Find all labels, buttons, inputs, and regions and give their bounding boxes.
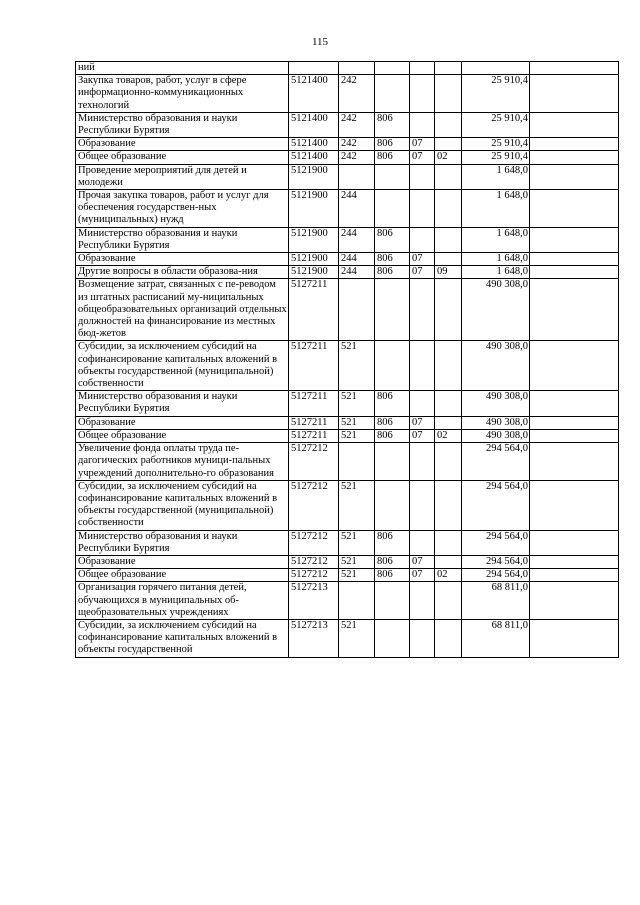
target-code-cell: 5127212: [289, 530, 339, 555]
expense-type-cell: 521: [339, 530, 375, 555]
section-cell: [410, 164, 435, 189]
expense-type-cell: [339, 443, 375, 481]
target-code-cell: 5127211: [289, 279, 339, 341]
row-name-cell: Министерство образования и науки Республики Бурятия: [76, 112, 289, 137]
row-name-cell: Прочая закупка товаров, работ и услуг для обеспечения государствен-ных (муниципальных) нужд: [76, 190, 289, 228]
blank-cell: [530, 429, 619, 442]
row-name-cell: Общее образование: [76, 151, 289, 164]
expense-type-cell: 244: [339, 190, 375, 228]
subsection-cell: [435, 555, 462, 568]
ministry-code-cell: 806: [375, 391, 410, 416]
row-name-cell: ний: [76, 62, 289, 75]
section-cell: 07: [410, 266, 435, 279]
subsection-cell: [435, 530, 462, 555]
amount-cell: 25 910,4: [462, 151, 530, 164]
blank-cell: [530, 227, 619, 252]
subsection-cell: 02: [435, 569, 462, 582]
ministry-code-cell: [375, 190, 410, 228]
row-name-cell: Закупка товаров, работ, услуг в сфере информационно-коммуникационных технологий: [76, 75, 289, 113]
amount-cell: 1 648,0: [462, 266, 530, 279]
amount-cell: 490 308,0: [462, 279, 530, 341]
row-name-cell: Увеличение фонда оплаты труда пе-дагогических работников муници-пальных учреждений дополнительно-го образования: [76, 443, 289, 481]
subsection-cell: [435, 391, 462, 416]
ministry-code-cell: 806: [375, 151, 410, 164]
amount-cell: 294 564,0: [462, 555, 530, 568]
section-cell: [410, 341, 435, 391]
section-cell: [410, 279, 435, 341]
section-cell: [410, 619, 435, 657]
section-cell: [410, 391, 435, 416]
table-row: [76, 62, 619, 75]
subsection-cell: [435, 227, 462, 252]
blank-cell: [530, 582, 619, 620]
row-name-cell: Субсидии, за исключением субсидий на софинансирование капитальных вложений в объекты государственной: [76, 619, 289, 657]
subsection-cell: [435, 279, 462, 341]
section-cell: [410, 582, 435, 620]
subsection-cell: [435, 480, 462, 530]
target-code-cell: 5121400: [289, 138, 339, 151]
expense-type-cell: 242: [339, 151, 375, 164]
blank-cell: [530, 266, 619, 279]
target-code-cell: 5121400: [289, 151, 339, 164]
table-row: [76, 582, 619, 620]
target-code-cell: 5127211: [289, 429, 339, 442]
amount-cell: 294 564,0: [462, 480, 530, 530]
subsection-cell: [435, 253, 462, 266]
subsection-cell: 02: [435, 151, 462, 164]
subsection-cell: [435, 619, 462, 657]
expense-type-cell: 521: [339, 480, 375, 530]
row-name-cell: Организация горячего питания детей, обучающихся в муниципальных об-щеобразовательных учреждениях: [76, 582, 289, 620]
expense-type-cell: [339, 279, 375, 341]
blank-cell: [530, 480, 619, 530]
expense-type-cell: 521: [339, 429, 375, 442]
ministry-code-cell: [375, 443, 410, 481]
row-name-cell: Субсидии, за исключением субсидий на софинансирование капитальных вложений в объекты государственной (муниципальной) собственности: [76, 341, 289, 391]
section-cell: 07: [410, 429, 435, 442]
blank-cell: [530, 443, 619, 481]
row-name-cell: Министерство образования и науки Республики Бурятия: [76, 530, 289, 555]
section-cell: [410, 190, 435, 228]
subsection-cell: [435, 416, 462, 429]
expense-type-cell: 521: [339, 569, 375, 582]
table-row: [76, 164, 619, 189]
section-cell: 07: [410, 151, 435, 164]
amount-cell: 1 648,0: [462, 227, 530, 252]
blank-cell: [530, 62, 619, 75]
subsection-cell: [435, 190, 462, 228]
section-cell: 07: [410, 555, 435, 568]
subsection-cell: [435, 443, 462, 481]
amount-cell: [462, 62, 530, 75]
row-name-cell: Проведение мероприятий для детей и молодежи: [76, 164, 289, 189]
table-row: [76, 266, 619, 279]
expense-type-cell: 521: [339, 619, 375, 657]
section-cell: 07: [410, 569, 435, 582]
blank-cell: [530, 190, 619, 228]
target-code-cell: 5121900: [289, 164, 339, 189]
ministry-code-cell: [375, 619, 410, 657]
ministry-code-cell: 806: [375, 227, 410, 252]
expense-type-cell: 242: [339, 75, 375, 113]
blank-cell: [530, 138, 619, 151]
ministry-code-cell: 806: [375, 138, 410, 151]
table-row: [76, 391, 619, 416]
section-cell: 07: [410, 416, 435, 429]
target-code-cell: 5127212: [289, 569, 339, 582]
table-row: [76, 279, 619, 341]
subsection-cell: [435, 582, 462, 620]
ministry-code-cell: [375, 62, 410, 75]
table-row: [76, 190, 619, 228]
target-code-cell: [289, 62, 339, 75]
section-cell: [410, 480, 435, 530]
ministry-code-cell: 806: [375, 266, 410, 279]
amount-cell: 490 308,0: [462, 416, 530, 429]
page-number: 115: [311, 36, 329, 48]
subsection-cell: [435, 341, 462, 391]
ministry-code-cell: 806: [375, 555, 410, 568]
amount-cell: 1 648,0: [462, 253, 530, 266]
row-name-cell: Образование: [76, 416, 289, 429]
blank-cell: [530, 619, 619, 657]
section-cell: 07: [410, 253, 435, 266]
ministry-code-cell: [375, 480, 410, 530]
ministry-code-cell: [375, 75, 410, 113]
expense-type-cell: [339, 164, 375, 189]
target-code-cell: 5121900: [289, 253, 339, 266]
blank-cell: [530, 391, 619, 416]
row-name-cell: Общее образование: [76, 569, 289, 582]
subsection-cell: 09: [435, 266, 462, 279]
target-code-cell: 5121400: [289, 112, 339, 137]
ministry-code-cell: 806: [375, 112, 410, 137]
section-cell: 07: [410, 138, 435, 151]
expense-type-cell: [339, 582, 375, 620]
expense-type-cell: 521: [339, 555, 375, 568]
ministry-code-cell: 806: [375, 253, 410, 266]
amount-cell: 294 564,0: [462, 530, 530, 555]
subsection-cell: [435, 75, 462, 113]
target-code-cell: 5121400: [289, 75, 339, 113]
row-name-cell: Министерство образования и науки Республики Бурятия: [76, 227, 289, 252]
table-row: [76, 443, 619, 481]
section-cell: [410, 530, 435, 555]
expense-type-cell: 242: [339, 112, 375, 137]
subsection-cell: [435, 164, 462, 189]
ministry-code-cell: 806: [375, 429, 410, 442]
table-row: [76, 530, 619, 555]
blank-cell: [530, 555, 619, 568]
ministry-code-cell: [375, 341, 410, 391]
blank-cell: [530, 530, 619, 555]
blank-cell: [530, 164, 619, 189]
section-cell: [410, 62, 435, 75]
table-row: [76, 253, 619, 266]
ministry-code-cell: [375, 279, 410, 341]
blank-cell: [530, 75, 619, 113]
amount-cell: 25 910,4: [462, 75, 530, 113]
amount-cell: 490 308,0: [462, 391, 530, 416]
table-row: [76, 138, 619, 151]
table-row: [76, 112, 619, 137]
target-code-cell: 5121900: [289, 266, 339, 279]
table-row: [76, 416, 619, 429]
ministry-code-cell: 806: [375, 416, 410, 429]
expense-type-cell: 521: [339, 341, 375, 391]
blank-cell: [530, 151, 619, 164]
subsection-cell: [435, 112, 462, 137]
section-cell: [410, 443, 435, 481]
target-code-cell: 5121900: [289, 190, 339, 228]
amount-cell: 490 308,0: [462, 429, 530, 442]
target-code-cell: 5121900: [289, 227, 339, 252]
target-code-cell: 5127211: [289, 416, 339, 429]
row-name-cell: Субсидии, за исключением субсидий на софинансирование капитальных вложений в объекты государственной (муниципальной) собственности: [76, 480, 289, 530]
target-code-cell: 5127212: [289, 480, 339, 530]
expense-type-cell: 244: [339, 227, 375, 252]
table-row: [76, 429, 619, 442]
target-code-cell: 5127212: [289, 555, 339, 568]
budget-table: [75, 61, 619, 658]
target-code-cell: 5127213: [289, 582, 339, 620]
amount-cell: 1 648,0: [462, 190, 530, 228]
ministry-code-cell: 806: [375, 530, 410, 555]
table-row: [76, 480, 619, 530]
expense-type-cell: 244: [339, 253, 375, 266]
expense-type-cell: [339, 62, 375, 75]
row-name-cell: Образование: [76, 253, 289, 266]
row-name-cell: Образование: [76, 555, 289, 568]
row-name-cell: Общее образование: [76, 429, 289, 442]
target-code-cell: 5127211: [289, 341, 339, 391]
expense-type-cell: 521: [339, 416, 375, 429]
amount-cell: 25 910,4: [462, 138, 530, 151]
ministry-code-cell: 806: [375, 569, 410, 582]
amount-cell: 294 564,0: [462, 443, 530, 481]
table-row: [76, 341, 619, 391]
ministry-code-cell: [375, 164, 410, 189]
table-row: [76, 619, 619, 657]
subsection-cell: [435, 138, 462, 151]
row-name-cell: Возмещение затрат, связанных с пе-реводом из штатных расписаний му-ниципальных общеобразовательных организаций отдельных должностей на финансирование из местных бюд-жетов: [76, 279, 289, 341]
expense-type-cell: 242: [339, 138, 375, 151]
amount-cell: 1 648,0: [462, 164, 530, 189]
expense-type-cell: 521: [339, 391, 375, 416]
amount-cell: 68 811,0: [462, 619, 530, 657]
section-cell: [410, 112, 435, 137]
target-code-cell: 5127211: [289, 391, 339, 416]
blank-cell: [530, 569, 619, 582]
target-code-cell: 5127212: [289, 443, 339, 481]
blank-cell: [530, 416, 619, 429]
target-code-cell: 5127213: [289, 619, 339, 657]
row-name-cell: Образование: [76, 138, 289, 151]
section-cell: [410, 75, 435, 113]
subsection-cell: [435, 62, 462, 75]
blank-cell: [530, 253, 619, 266]
ministry-code-cell: [375, 582, 410, 620]
table-row: [76, 569, 619, 582]
blank-cell: [530, 341, 619, 391]
blank-cell: [530, 112, 619, 137]
table-row: [76, 227, 619, 252]
amount-cell: 294 564,0: [462, 569, 530, 582]
budget-table-body: [76, 62, 619, 658]
amount-cell: 68 811,0: [462, 582, 530, 620]
subsection-cell: 02: [435, 429, 462, 442]
section-cell: [410, 227, 435, 252]
table-row: [76, 151, 619, 164]
blank-cell: [530, 279, 619, 341]
table-row: [76, 75, 619, 113]
table-row: [76, 555, 619, 568]
amount-cell: 25 910,4: [462, 112, 530, 137]
expense-type-cell: 244: [339, 266, 375, 279]
row-name-cell: Министерство образования и науки Республики Бурятия: [76, 391, 289, 416]
amount-cell: 490 308,0: [462, 341, 530, 391]
row-name-cell: Другие вопросы в области образова-ния: [76, 266, 289, 279]
